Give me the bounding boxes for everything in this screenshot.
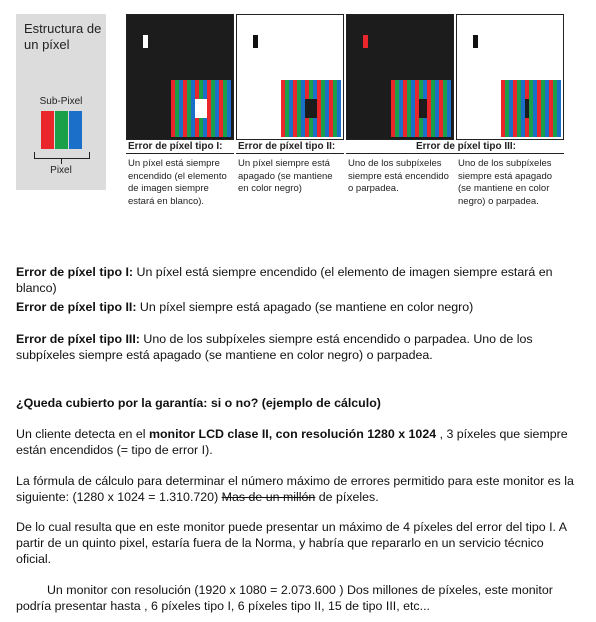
stuck-subpixel-marker xyxy=(363,35,368,48)
caption-type1-title: Error de píxel tipo I: xyxy=(128,141,223,152)
type2-text: Un píxel siempre está apagado (se mantiene en color negro) xyxy=(136,300,474,314)
type1-label: Error de píxel tipo I: xyxy=(16,265,134,279)
paragraph-fullhd: Un monitor con resolución (1920 x 1080 = 2.073.600 ) Dos millones de píxeles, este monitor podría presentar hasta , 6 píxeles tipo I, 6 píxeles tipo II, 15 de tipo III, etc... xyxy=(16,583,557,613)
panel-type2 xyxy=(236,14,344,140)
subpixel-cell xyxy=(557,80,561,99)
caption-type2-title: Error de píxel tipo II: xyxy=(238,141,336,152)
subpixel-cell xyxy=(557,99,561,118)
warranty-heading-text: ¿Queda cubierto por la garantía: si o no? (ejemplo de cálculo) xyxy=(16,396,381,410)
caption-type2-rule xyxy=(236,153,344,154)
subpixel-cell xyxy=(447,80,451,99)
caption-type1-rule xyxy=(126,153,234,154)
caption-type3a-desc: Uno de los subpíxeles siempre está encendido o parpadea. xyxy=(348,158,449,194)
panel-type3b xyxy=(456,14,564,140)
panel-type3a xyxy=(346,14,454,140)
example-text-a: Un cliente detecta en el xyxy=(16,427,149,441)
type2-label: Error de píxel tipo II: xyxy=(16,300,137,314)
pixel-grid-type3a xyxy=(391,80,451,137)
dead-subpixel-marker xyxy=(473,35,478,48)
pixel-label: Pixel xyxy=(50,165,72,176)
paragraph-type1 xyxy=(16,264,582,296)
subpixel-cell xyxy=(447,99,451,118)
formula-text-b: de píxeles. xyxy=(315,490,379,504)
paragraph-example xyxy=(16,426,582,458)
paragraph-formula xyxy=(16,473,582,505)
pixel-grid-type3b xyxy=(501,80,561,137)
formula-strikethrough: Mas de un millón xyxy=(221,490,316,504)
type3-text: Uno de los subpíxeles siempre está encendido o parpadea. Uno de los subpíxeles siempre está apagado (se mantiene en color negro) o parpadea. xyxy=(16,332,533,362)
dead-pixel-marker xyxy=(253,35,258,48)
stuck-on-pixel-marker xyxy=(143,35,148,48)
subpixel-cell xyxy=(337,80,341,99)
caption-type3b-desc: Uno de los subpíxeles siempre está apagado (se mantiene en color negro) o parpadea. xyxy=(458,158,553,207)
formula-text-a: La fórmula de cálculo para determinar el número máximo de errores permitido para este monitor es la siguiente: (1280 x 1024 = 1.310.720) xyxy=(16,474,574,504)
panel-type1 xyxy=(126,14,234,140)
example-monitor-spec: monitor LCD clase II, con resolución 1280 x 1024 xyxy=(148,427,437,441)
subpixel-cell xyxy=(227,80,231,99)
subpixel-label: Sub-Pixel xyxy=(39,96,83,107)
subpixel-cell xyxy=(227,99,231,118)
paragraph-result: De lo cual resulta que en este monitor puede presentar un máximo de 4 píxeles del error del tipo I. A partir de un quinto pixel, estaría fuera de la Norma, y habría que repararlo en un servicio técnico oficial. xyxy=(16,520,567,566)
pixel-grid-type1 xyxy=(171,80,231,137)
subpixel-cell xyxy=(557,118,561,137)
warranty-heading xyxy=(16,395,582,411)
blue-subpixel xyxy=(69,111,82,149)
type1-text: Un píxel está siempre encendido (el elemento de imagen siempre estará en blanco) xyxy=(16,265,553,295)
pixel-error-figure xyxy=(0,0,596,232)
type3-label: Error de píxel tipo III: xyxy=(16,332,140,346)
caption-type1-desc: Un píxel está siempre encendido (el elemento de imagen siempre estará en blanco). xyxy=(128,158,227,207)
green-subpixel xyxy=(55,111,68,149)
paragraph-type2 xyxy=(16,299,582,315)
pixel-structure-legend xyxy=(16,14,106,190)
caption-type3-title: Error de píxel tipo III: xyxy=(416,141,517,152)
red-subpixel xyxy=(41,111,54,149)
pixel-grid-type2 xyxy=(281,80,341,137)
example-text-b: , 3 píxeles que siempre están encendidos (= tipo de error I). xyxy=(16,427,568,457)
subpixel-cell xyxy=(337,99,341,118)
subpixel-cell xyxy=(227,118,231,137)
subpixel-cell xyxy=(447,118,451,137)
pixel-brace-tick xyxy=(61,159,62,164)
subpixel-cell xyxy=(337,118,341,137)
caption-type3-rule xyxy=(346,153,564,154)
legend-title: Estructura de un píxel xyxy=(24,21,102,52)
caption-type2-desc: Un píxel siempre está apagado (se mantiene en color negro) xyxy=(238,158,333,194)
pixel-brace xyxy=(34,152,90,159)
paragraph-type3 xyxy=(16,331,582,363)
